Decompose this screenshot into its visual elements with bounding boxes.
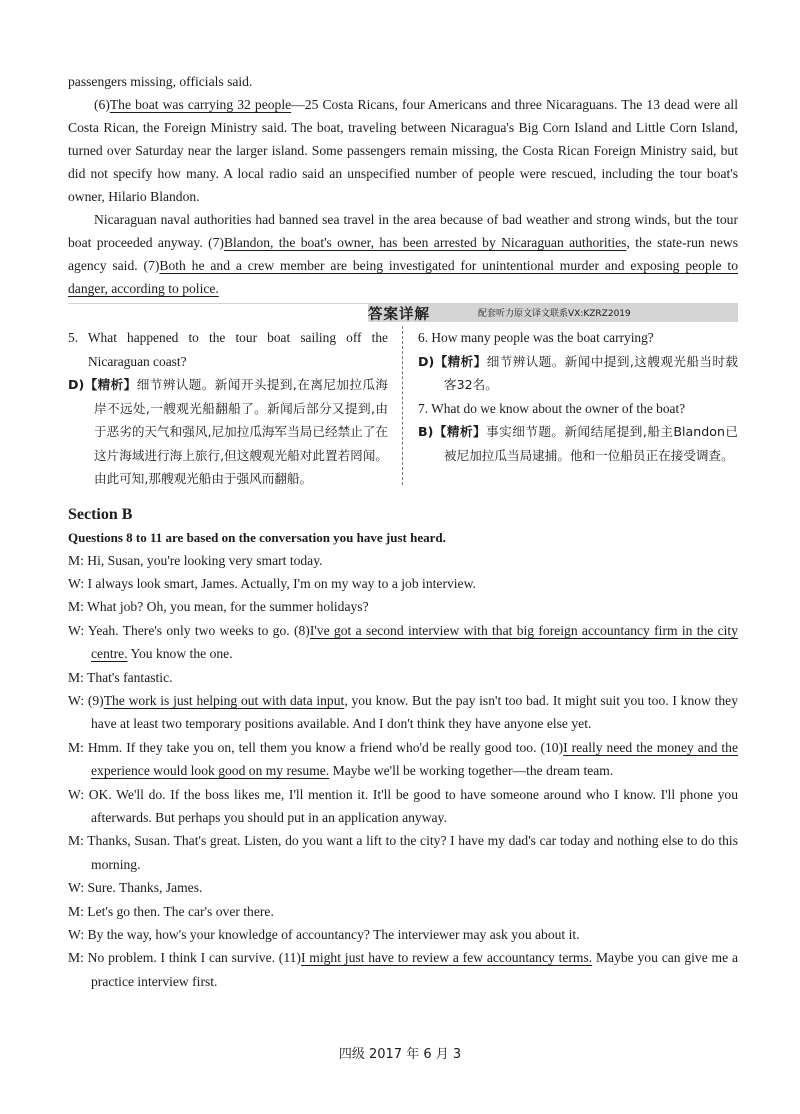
answer-letter: D) [68,377,85,392]
passage-text: —25 Costa Ricans, four Americans and three Nicaraguans. The 13 dead were all Costa Rican, the Foreign Ministry said. The boat, traveling between Nicaragua's Big Corn Island and Little Corn Island, turned over Saturday near the larger island. Some passengers remain missing, the Costa Rican Foreign Ministry said, but did not specify how many. A local radio said an unspecified number of people were rescued, including the tour boat's owner, Hilario Blandon. [68,97,738,204]
passage-text: , the state-run news agency said. [68,235,738,273]
answer-7 [418,420,738,467]
dialogue-text: M: No problem. I think I can survive. (11) [68,950,301,966]
underlined-answer: I might just have to review a few accountancy terms. [300,950,593,966]
dialogue-line: M: What job? Oh, you mean, for the summer holidays? [68,599,369,615]
dialogue-line: W: I always look smart, James. Actually, I'm on my way to a job interview. [68,575,476,591]
question-tag: (6) [94,97,110,112]
answer-6 [418,350,738,397]
dialogue-line [68,946,738,993]
analysis-tag: 【精析】 [84,377,137,392]
analysis-text: 细节辨认题。新闻开头提到,在离尼加拉瓜海岸不远处,一艘观光船翻船了。新闻后部分又提到,由于恶劣的天气和强风,尼加拉瓜海军当局已经禁止了在这片海域进行海上旅行,但这艘观光船对此置若罔闻。由此可知,那艘观光船由于强风而翻船。 [94,377,388,486]
underlined-answer: Both he and a crew member are being investigated for unintentional murder and exposing people to danger, according to police. [68,258,738,296]
dialogue-line [68,736,738,783]
underlined-answer: I've got a second interview with that big foreign accountancy firm in the city centre. [91,622,738,662]
passage-paragraph [68,208,738,300]
dialogue-line: W: By the way, how's your knowledge of accountancy? The interviewer may ask you about it. [68,927,580,942]
column-divider [402,326,403,485]
answer-columns [68,326,738,491]
news-passage [68,70,738,300]
question-tag: (7) [208,235,224,250]
dialogue-text: , you know. But the pay isn't too bad. It might suit you too. I know they have at least two temporary positions available. And I don't think they have anyone else yet. [91,692,738,732]
underlined-answer: Blandon, the boat's owner, has been arrested by Nicaraguan authorities [223,235,627,250]
dialogue-line: M: Hi, Susan, you're looking very smart today. [68,552,323,568]
question-6: 6. How many people was the boat carrying? [418,330,654,345]
question-tag: (7) [143,258,160,273]
answer-5 [68,373,388,491]
question-7: 7. What do we know about the owner of the boat? [418,400,686,416]
answer-column-right [404,326,738,491]
dialogue-text: Maybe we'll be working together—the dream team. [329,763,614,779]
page-footer: 四级 2017 年 6 月 3 [338,1047,462,1062]
answer-bar-note: 配套听力原文译文联系VX:KZRZ2019 [478,309,631,319]
analysis-tag: 【精析】 [434,353,487,369]
dialogue-line: W: Sure. Thanks, James. [68,880,203,896]
dialogue-text: W: Yeah. There's only two weeks to go. (8) [68,622,310,638]
question-5: 5. What happened to the tour boat sailing off the Nicaraguan coast? [68,330,388,369]
section-b-title: Section B [68,505,133,523]
analysis-text: 细节辨认题。新闻中提到,这艘观光船当时载客32名。 [444,353,738,392]
passage-text: Nicaraguan naval authorities had banned sea travel in the area because of bad weather and strong winds, but the tour boat proceeded anyway. [68,212,738,250]
underlined-answer: The work is just helping out with data input [103,692,345,708]
section-b-heading: Questions 8 to 11 are based on the conversation you have just heard. [68,529,446,545]
dialogue-text: You know the one. [127,646,233,662]
answer-letter: D) [418,353,435,369]
dialogue-text: Maybe you can give me a practice interview first. [91,950,738,989]
dialogue-line [68,689,738,736]
dialogue-line: M: Let's go then. The car's over there. [68,903,274,919]
conversation [68,549,738,994]
analysis-text: 事实细节题。新闻结尾提到,船主Blandon已被尼加拉瓜当局逮捕。他和一位船员正在接受调查。 [444,424,738,463]
dialogue-line [68,619,738,666]
dialogue-text: M: Hmm. If they take you on, tell them you know a friend who'd be really good too. (10) [68,739,564,755]
answer-column-left [68,326,388,491]
passage-line: passengers missing, officials said. [68,74,253,89]
underlined-answer: The boat was carrying 32 people [109,97,292,112]
underlined-answer: I really need the money and the experience would look good on my resume. [91,739,738,779]
dialogue-text: W: (9) [68,692,104,708]
answer-bar-title: 答案详解 [368,307,430,323]
dialogue-line: W: OK. We'll do. If the boss likes me, I'll mention it. It'll be good to have someone around who I know. I'll phone you afterwards. But perhaps you should put in an application anyway. [68,786,738,825]
dialogue-line: M: Thanks, Susan. That's great. Listen, do you want a lift to the city? I have my dad's car today and nothing else to do this morning. [68,833,738,872]
answer-letter: B) [418,424,434,439]
analysis-tag: 【精析】 [433,424,487,439]
passage-paragraph [68,93,738,208]
dialogue-line: M: That's fantastic. [68,669,173,685]
page-content [68,70,738,993]
answer-explanation-bar [68,303,738,322]
